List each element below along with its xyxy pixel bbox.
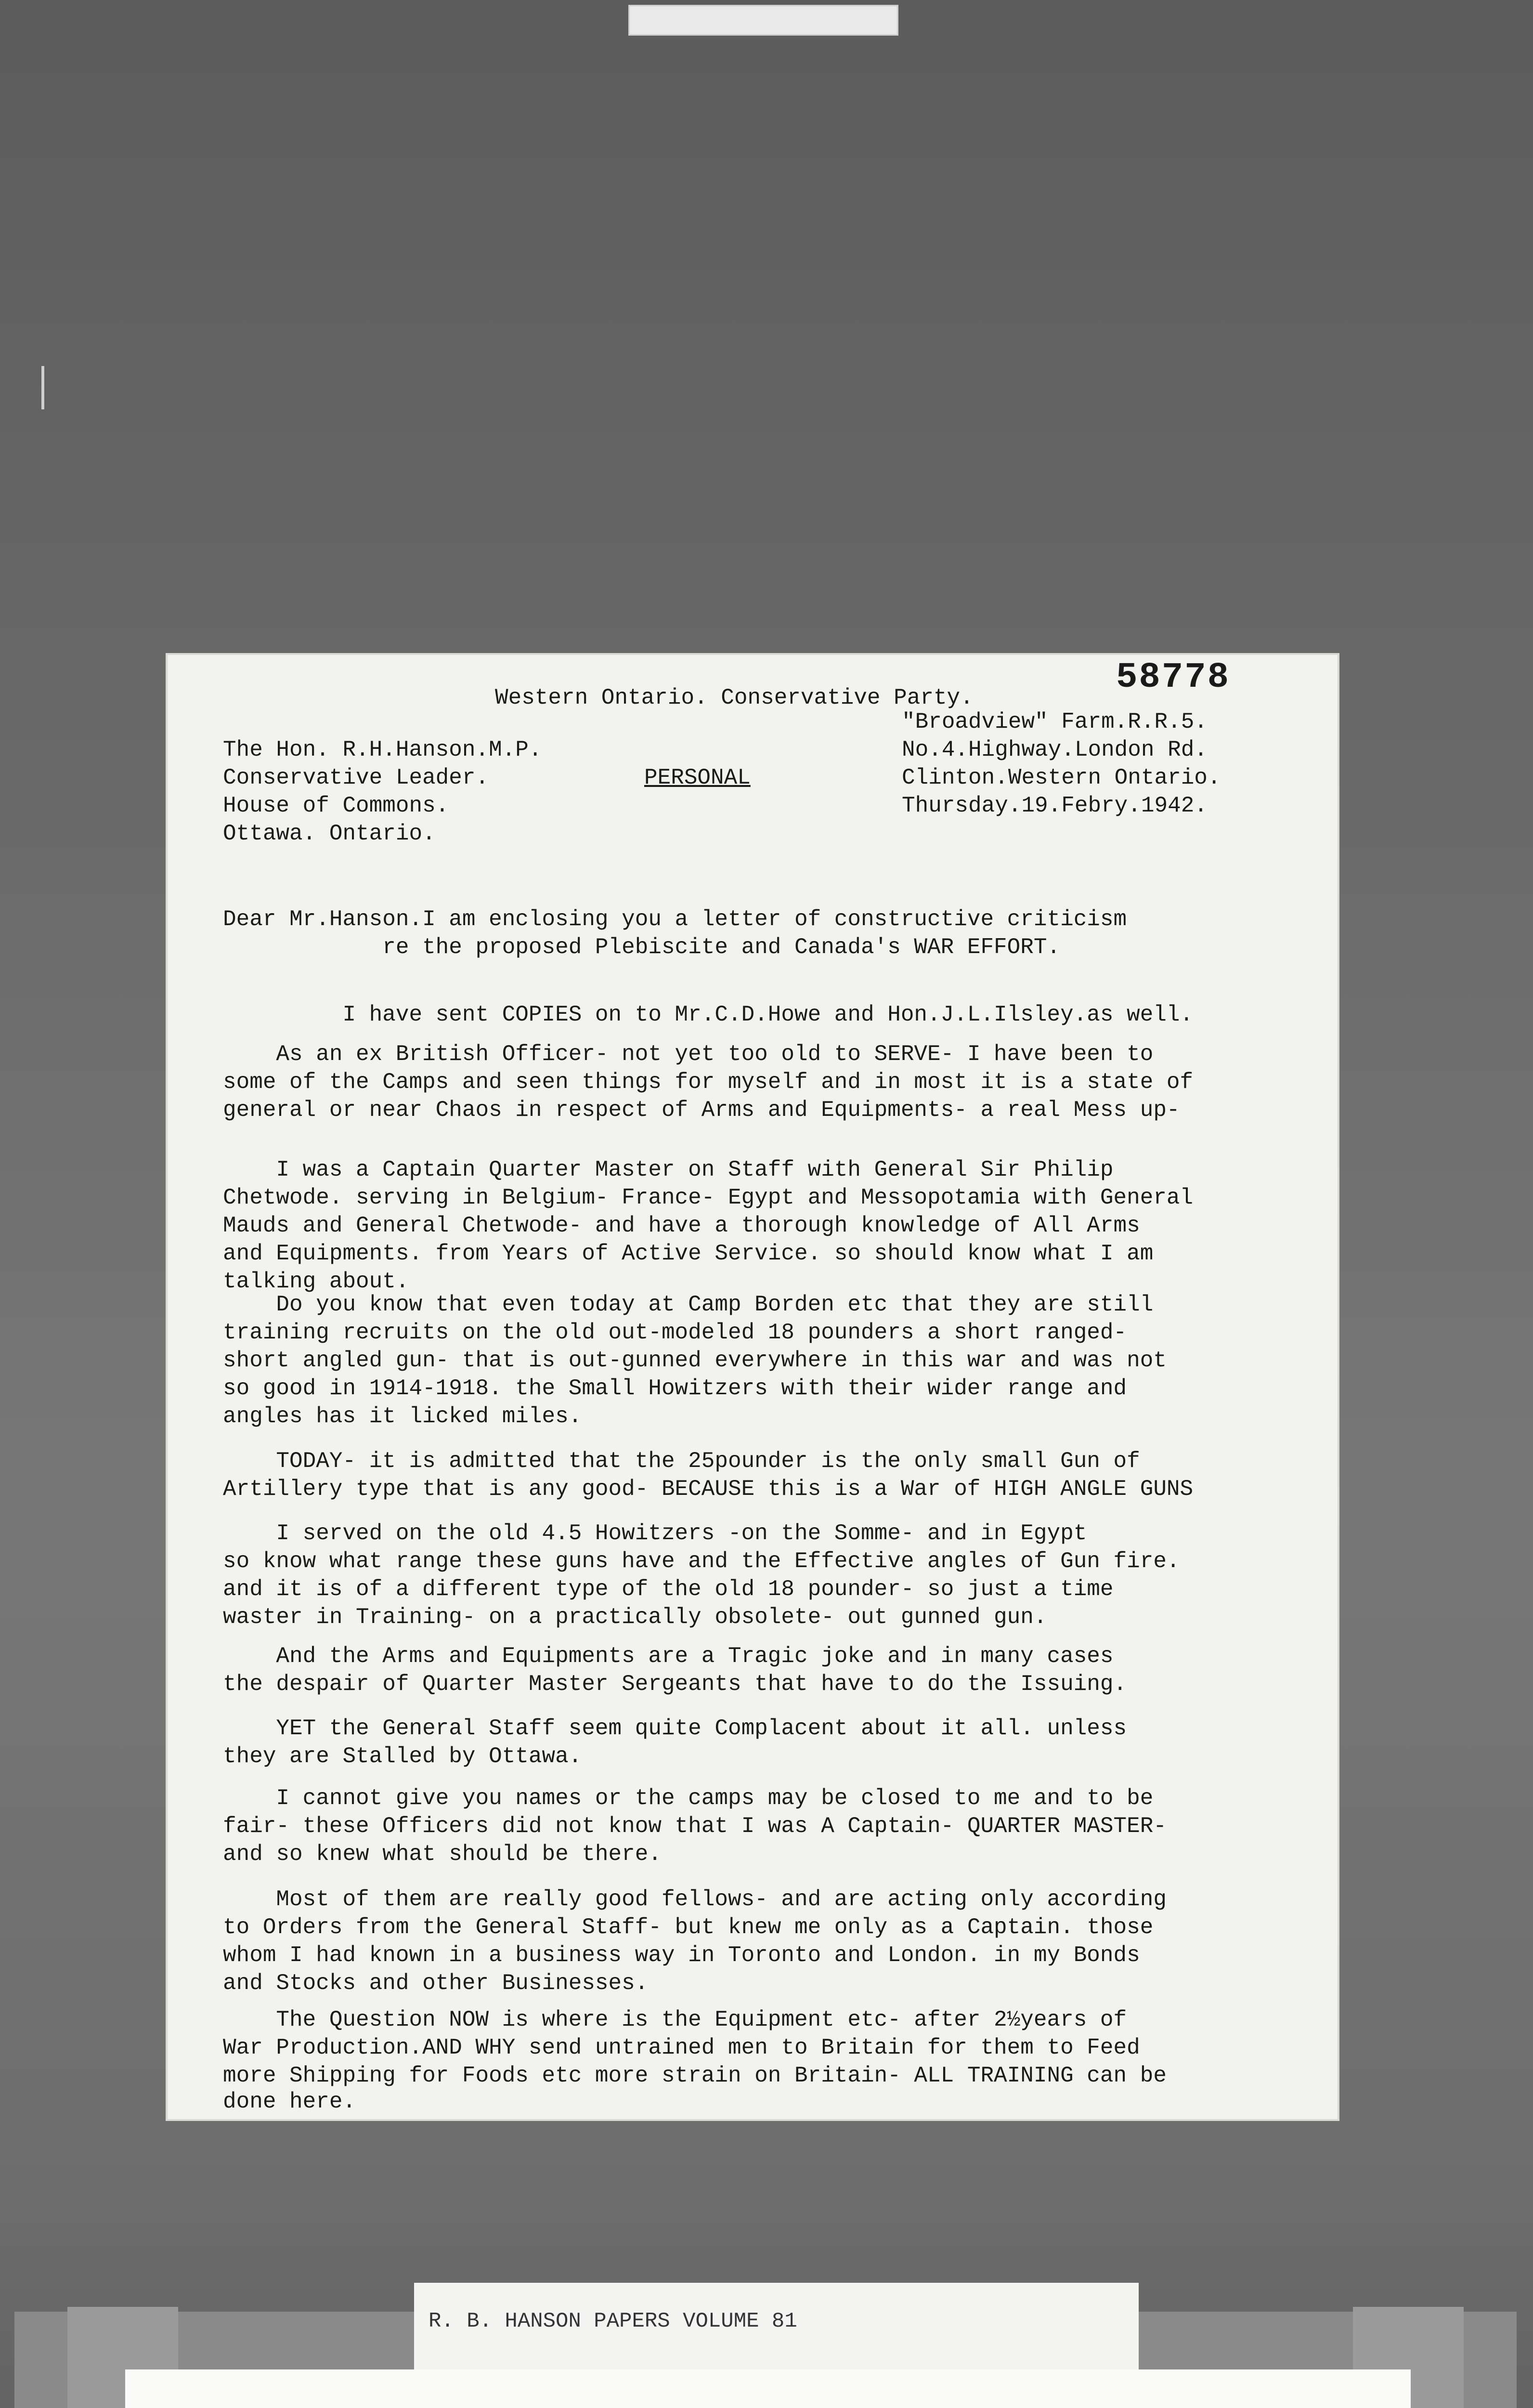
recipient-address-line: Ottawa. Ontario. <box>223 821 436 846</box>
file-number-stamp: 58778 <box>1116 657 1231 698</box>
body-line: short angled gun- that is out-gunned everywhere in this war and was not <box>223 1348 1167 1373</box>
body-line: and it is of a different type of the old 18 pounder- so just a time <box>223 1577 1114 1602</box>
body-line: talking about. <box>223 1269 409 1294</box>
body-line: and so knew what should be there. <box>223 1842 662 1867</box>
body-line: Dear Mr.Hanson.I am enclosing you a letter of constructive criticism <box>223 907 1127 932</box>
body-line: some of the Camps and seen things for myself and in most it is a state of <box>223 1070 1194 1095</box>
body-line: re the proposed Plebiscite and Canada's WAR EFFORT. <box>223 935 1061 960</box>
scan-mark <box>41 366 44 409</box>
body-line: so good in 1914-1918. the Small Howitzers with their wider range and <box>223 1376 1127 1401</box>
body-line: I have sent COPIES on to Mr.C.D.Howe and Hon.J.L.Ilsley.as well. <box>223 1002 1194 1027</box>
body-line: angles has it licked miles. <box>223 1404 582 1429</box>
body-line: As an ex British Officer- not yet too old to SERVE- I have been to <box>223 1042 1154 1067</box>
letterhead: Western Ontario. Conservative Party. <box>495 685 974 710</box>
body-line: training recruits on the old out-modeled 18 pounders a short ranged- <box>223 1320 1127 1345</box>
body-line: general or near Chaos in respect of Arms and Equipments- a real Mess up- <box>223 1098 1180 1123</box>
body-line: The Question NOW is where is the Equipment etc- after 2½years of <box>223 2007 1127 2032</box>
body-line: Do you know that even today at Camp Borden etc that they are still <box>223 1292 1154 1317</box>
body-line: fair- these Officers did not know that I was A Captain- QUARTER MASTER- <box>223 1814 1167 1839</box>
body-line: And the Arms and Equipments are a Tragic joke and in many cases <box>223 1644 1114 1669</box>
body-line: the despair of Quarter Master Sergeants that have to do the Issuing. <box>223 1672 1127 1697</box>
recipient-address-line: Conservative Leader. <box>223 765 489 790</box>
archive-card <box>125 2369 1411 2408</box>
body-line: waster in Training- on a practically obsolete- out gunned gun. <box>223 1605 1047 1630</box>
letter-date: Thursday.19.Febry.1942. <box>902 793 1208 818</box>
recipient-address-line: The Hon. R.H.Hanson.M.P. <box>223 737 542 762</box>
letter-sheet <box>168 655 1338 2119</box>
body-line: so know what range these guns have and the Effective angles of Gun fire. <box>223 1549 1180 1574</box>
body-line: Chetwode. serving in Belgium- France- Egypt and Messopotamia with General <box>223 1185 1194 1210</box>
volume-label: R. B. HANSON PAPERS VOLUME 81 <box>429 2309 797 2333</box>
body-line: and Stocks and other Businesses. <box>223 1971 649 1996</box>
body-line: whom I had known in a business way in Toronto and London. in my Bonds <box>223 1943 1140 1968</box>
recipient-address-line: House of Commons. <box>223 793 449 818</box>
body-line: I served on the old 4.5 Howitzers -on the Somme- and in Egypt <box>223 1521 1087 1546</box>
body-line: Mauds and General Chetwode- and have a thorough knowledge of All Arms <box>223 1213 1140 1238</box>
body-line: and Equipments. from Years of Active Service. so should know what I am <box>223 1241 1154 1266</box>
body-line: I cannot give you names or the camps may be closed to me and to be <box>223 1786 1154 1811</box>
body-line: I was a Captain Quarter Master on Staff with General Sir Philip <box>223 1157 1114 1182</box>
sender-address-line: "Broadview" Farm.R.R.5. <box>902 709 1208 734</box>
body-line: to Orders from the General Staff- but knew me only as a Captain. those <box>223 1915 1154 1940</box>
body-line: they are Stalled by Ottawa. <box>223 1744 582 1769</box>
body-line: War Production.AND WHY send untrained men to Britain for them to Feed <box>223 2035 1140 2060</box>
sender-address-line: No.4.Highway.London Rd. <box>902 737 1208 762</box>
body-line: more Shipping for Foods etc more strain on Britain- ALL TRAINING can be <box>223 2063 1167 2088</box>
personal-marking: PERSONAL <box>644 765 751 790</box>
body-line: Artillery type that is any good- BECAUSE this is a War of HIGH ANGLE GUNS <box>223 1477 1194 1502</box>
body-line: YET the General Staff seem quite Complacent about it all. unless <box>223 1716 1127 1741</box>
sender-address-line: Clinton.Western Ontario. <box>902 765 1221 790</box>
body-line: TODAY- it is admitted that the 25pounder is the only small Gun of <box>223 1449 1140 1474</box>
top-paper-tab <box>628 5 898 36</box>
body-line: Most of them are really good fellows- and are acting only according <box>223 1887 1167 1912</box>
body-line: done here. <box>223 2089 356 2114</box>
